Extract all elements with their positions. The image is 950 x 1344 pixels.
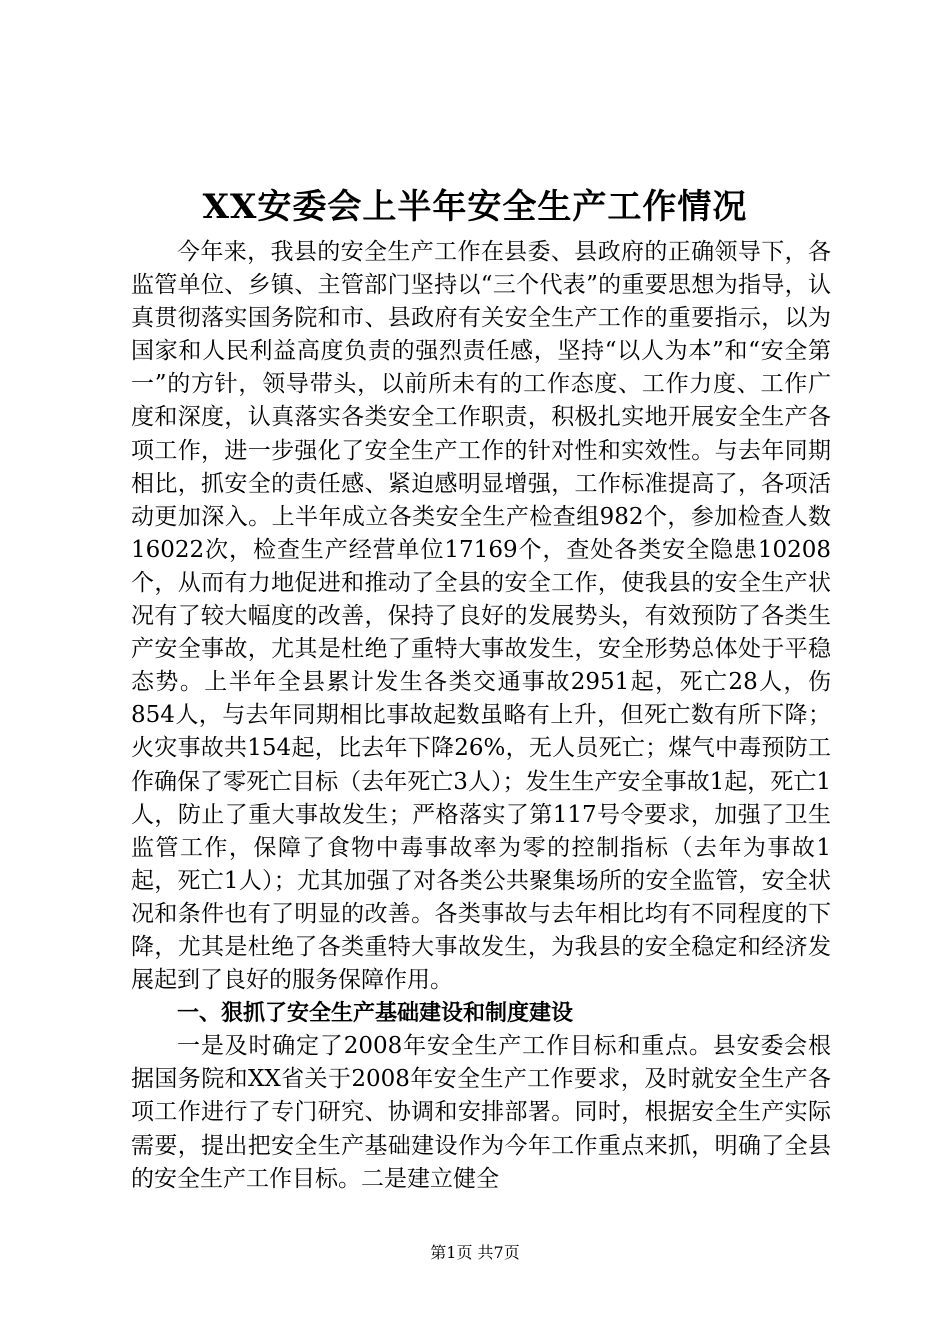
page-number: 第1页 共7页 [430, 1243, 520, 1262]
section-paragraph: 一是及时确定了2008年安全生产工作目标和重点。县安委会根据国务院和XX省关于2008年安全生产工作要求，及时就安全生产各项工作进行了专门研究、协调和安排部署。同时，根据安全生产实际需要，提出把安全生产基础建设作为今年工作重点来抓，明确了全县的安全生产工作目标。二是建立健全 [131, 1033, 831, 1192]
intro-paragraph: 今年来，我县的安全生产工作在县委、县政府的正确领导下，各监管单位、乡镇、主管部门坚持以“三个代表”的重要思想为指导，认真贯彻落实国务院和市、县政府有关安全生产工作的重要指示，以为国家和人民利益高度负责的强烈责任感，坚持“以人为本”和“安全第一”的方针，领导带头，以前所未有的工作态度、工作力度、工作广度和深度，认真落实各类安全工作职责，积极扎实地开展安全生产各项工作，进一步强化了安全生产工作的针对性和实效性。与去年同期相比，抓安全的责任感、紧迫感明显增强，工作标准提高了，各项活动更加深入。上半年成立各类安全生产检查组982个，参加检查人数16022次，检查生产经营单位17169个，查处各类安全隐患10208个，从而有力地促进和推动了全县的安全工作，使我县的安全生产状况有了较大幅度的改善，保持了良好的发展势头，有效预防了各类生产安全事故，尤其是杜绝了重特大事故发生，安全形势总体处于平稳态势。上半年全县累计发生各类交通事故2951起，死亡28人，伤854人，与去年同期相比事故起数虽略有上升，但死亡数有所下降；火灾事故共154起，比去年下降26%，无人员死亡；煤气中毒预防工作确保了零死亡目标（去年死亡3人）；发生生产安全事故1起，死亡1人，防止了重大事故发生；严格落实了第117号令要求，加强了卫生监管工作，保障了食物中毒事故率为零的控制指标（去年为事故1起，死亡1人）；尤其加强了对各类公共聚集场所的安全监管，安全状况和条件也有了明显的改善。各类事故与去年相比均有不同程度的下降，尤其是杜绝了各类重特大事故发生，为我县的安全稳定和经济发展起到了良好的服务保障作用。 [131, 239, 831, 994]
section-heading: 一、狠抓了安全生产基础建设和制度建设 [177, 1001, 574, 1027]
document-title: XX安委会上半年安全生产工作情况 [202, 187, 748, 227]
document-body [131, 236, 831, 1196]
page-footer [0, 1242, 950, 1264]
